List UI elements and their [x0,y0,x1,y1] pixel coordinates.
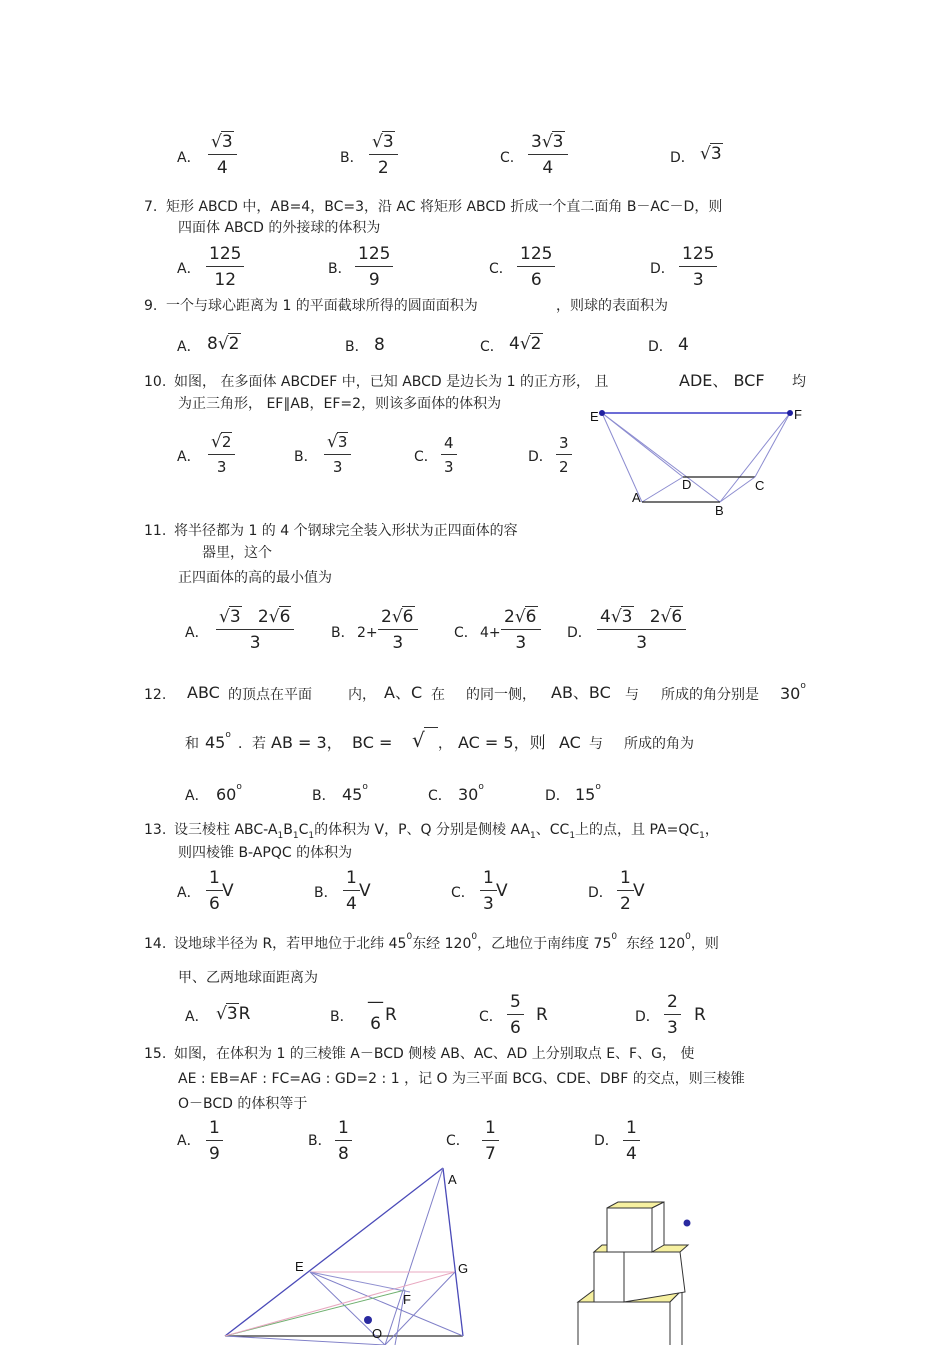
q12-radical-icon: √ [412,730,438,750]
q14-option-d-fraction: 2 3 [664,994,681,1037]
q10-label-d: D [682,477,692,492]
q12-option-c-value: 30$^o$ [458,782,484,804]
q10-label-b: B [715,503,724,518]
q12-text-l2c: ．若 [238,736,266,752]
q7-option-a-fraction: 125 12 [206,246,244,289]
q9-option-c-label: C． [480,339,504,355]
q6-option-a-label: A． [177,150,201,166]
q7-option-d-fraction: 125 3 [679,246,717,289]
q14-text-line2: 甲、乙两地球面距离为 [178,970,318,986]
q15-label-f: F [403,1292,411,1307]
q12-option-b-label: B． [312,788,336,804]
q9-option-b-value: 8 [374,335,385,355]
q10-text-line1b: ADE、 BCF [679,371,765,390]
q10-text-line2: 为正三角形， EF∥AB，EF=2，则该多面体的体积为 [178,396,502,412]
q9-number: 9. [144,298,158,314]
q10-option-c-label: C． [414,449,438,465]
q15-option-a-fraction: 1 9 [206,1120,223,1163]
q12-text-ac2: AC [559,733,581,752]
q13-text-line1: 设三棱柱 ABC-$A_1B_1C_1$的体积为 V，P、Q 分别是侧棱 $AA_1$、$CC_1$上的点，且 $PA=QC_1$， [174,822,719,841]
q12-text-l2j: 所成的角为 [624,736,694,752]
q11-option-b-fraction: 2√6 3 [378,609,418,652]
q12-option-c-label: C． [428,788,452,804]
q15-option-d-label: D． [594,1133,619,1149]
q10-option-b-label: B． [294,449,318,465]
q6-option-b-label: B． [340,150,364,166]
q12-option-d-label: D． [545,788,570,804]
q10-text-line1c: 均 [792,374,806,390]
q15-text-line3: O－BCD 的体积等于 [178,1096,308,1112]
q12-text-bc: BC = [352,733,393,752]
q12-text-30deg: 30$^o$ [780,681,806,703]
q6-option-c-label: C. [500,150,515,166]
q6-option-c-fraction: 3√3 4 [528,134,568,177]
q14-option-c-fraction: 5 6 [507,994,524,1037]
q13-option-a-fraction: 1 6 [206,870,223,913]
q10-option-d-label: D． [528,449,553,465]
q15-option-c-label: C． [446,1133,470,1149]
q9-text-line1b: ，则球的表面积为 [556,298,668,314]
q12-text-l2a: 和 [185,736,199,752]
q13-option-a-suffix: V [222,881,234,901]
q14-number: 14. [144,936,167,952]
q10-option-a-label: A． [177,449,201,465]
q12-text-p3: 内， [348,687,376,703]
q15-text-line2: AE : EB=AF : FC=AG : GD=2 : 1 ，记 O 为三平面 BCG、CDE、DBF 的交点，则三棱锥 [178,1071,745,1087]
q11-option-d-label: D． [567,625,592,641]
q10-option-c-fraction: 4 3 [441,436,457,475]
q10-label-f: F [794,407,802,422]
q10-option-b-fraction: √3 3 [324,434,351,475]
q13-option-d-suffix: V [633,881,645,901]
q14-option-d-label: D． [635,1009,660,1025]
q10-point-f [787,410,793,416]
q15-pyramid-figure [215,1160,485,1345]
cubes-point-icon [684,1220,691,1227]
q12-text-p9: 所成的角分别是 [661,687,759,703]
q6-option-d-label: D． [670,150,695,166]
q14-option-b-suffix: R [385,1005,397,1025]
q14-option-b-label: B． [330,1009,354,1025]
q15-point-o [364,1316,372,1324]
q15-option-c-fraction: 1 7 [482,1120,499,1163]
q7-number: 7. [144,199,158,215]
q14-option-a-value: √3R [216,1004,251,1024]
q13-option-b-label: B． [314,885,338,901]
q7-option-c-label: C． [489,261,513,277]
q13-option-c-label: C． [451,885,475,901]
q10-label-e: E [590,409,599,424]
q12-option-a-value: 60$^o$ [216,782,242,804]
stacked-cubes-figure [570,1200,710,1345]
q12-text-ab3: AB = 3， [271,733,343,752]
q11-option-b-prefix: 2+ [357,625,378,641]
q10-label-c: C [755,478,765,493]
q12-text-ac5: AC = 5，则 [458,733,546,752]
q7-option-d-label: D． [650,261,675,277]
q13-option-c-fraction: 1 3 [480,870,497,913]
q15-label-a: A [448,1172,457,1187]
q7-option-b-fraction: 125 9 [355,246,393,289]
q10-text-line1: 如图， 在多面体 ABCDEF 中，已知 ABCD 是边长为 1 的正方形， 且 [174,374,609,390]
q12-option-a-label: A． [185,788,209,804]
q11-text-line1: 将半径都为 1 的 4 个钢球完全装入形状为正四面体的容 [174,523,518,539]
q9-text-line1: 一个与球心距离为 1 的平面截球所得的圆面面积为 [166,298,478,314]
q13-option-d-label: D． [588,885,613,901]
q11-text-line2: 器里，这个 [202,545,272,561]
q11-option-b-label: B． [331,625,355,641]
q15-label-g: G [458,1261,469,1276]
q15-label-o: O [372,1326,383,1341]
q9-option-d-label: D． [648,339,673,355]
q10-option-d-fraction: 3 2 [556,436,572,475]
q13-text-line2: 则四棱锥 B-APQC 的体积为 [178,845,353,861]
q12-text-45deg: 45$^o$ [205,730,231,752]
q12-option-b-value: 45$^o$ [342,782,368,804]
q15-text-line1: 如图，在体积为 1 的三棱锥 A－BCD 侧棱 AB、AC、AD 上分别取点 E、F、G， 使 [174,1046,695,1062]
q14-option-c-label: C． [479,1009,503,1025]
q15-option-a-label: A． [177,1133,201,1149]
q13-option-d-fraction: 1 2 [617,870,634,913]
q13-number: 13. [144,822,167,838]
q9-option-a-value: 8√2 [207,334,240,354]
q7-text-line2: 四面体 ABCD 的外接球的体积为 [178,220,381,236]
q10-point-e [599,410,605,416]
q11-option-c-label: C． [454,625,478,641]
q15-label-e: E [295,1259,304,1274]
q14-option-b-fraction: — 6 [367,992,384,1034]
q10-polyhedron-figure [580,400,810,520]
q10-option-a-fraction: √2 3 [208,434,235,475]
q7-option-a-label: A． [177,261,201,277]
q10-number: 10. [144,374,167,390]
q12-number: 12. [144,687,167,703]
q7-option-c-fraction: 125 6 [517,246,555,289]
q6-option-d-value: √3 [700,144,722,164]
q11-option-c-fraction: 2√6 3 [501,609,541,652]
q11-number: 11. [144,523,167,539]
q9-option-a-label: A． [177,339,201,355]
q13-option-b-suffix: V [359,881,371,901]
q12-text-ab-bc: AB、BC [551,683,611,702]
q15-option-d-fraction: 1 4 [623,1120,640,1163]
q12-option-d-value: 15$^o$ [575,782,601,804]
q15-option-b-label: B． [308,1133,332,1149]
q10-label-a: A [632,490,641,505]
q7-option-b-label: B． [328,261,352,277]
q14-option-d-suffix: R [694,1005,706,1025]
q13-option-c-suffix: V [496,881,508,901]
q12-text-abc: ABC [187,683,220,702]
q11-text-line3: 正四面体的高的最小值为 [178,570,332,586]
q9-option-b-label: B． [345,339,369,355]
q14-text-line1: 设地球半径为 R，若甲地位于北纬 $45^0$东经 $120^0$，乙地位于南纬度 $75^0$ 东经 $120^0$，则 [174,932,719,952]
q12-text-l2f: ， [438,736,452,752]
q15-option-b-fraction: 1 8 [335,1120,352,1163]
q14-option-a-label: A． [185,1009,209,1025]
q6-option-a-fraction: √3 4 [208,134,237,177]
q15-number: 15. [144,1046,167,1062]
q11-option-d-fraction: 4√3 2√6 3 [597,609,686,652]
q7-text-line1: 矩形 ABCD 中，AB=4，BC=3，沿 AC 将矩形 ABCD 折成一个直二面角 B－AC－D，则 [166,199,723,215]
q9-option-d-value: 4 [678,335,689,355]
q6-option-b-fraction: √3 2 [369,134,398,177]
q13-option-a-label: A． [177,885,201,901]
q14-option-c-suffix: R [536,1005,548,1025]
q12-text-l2i: 与 [589,736,603,752]
q12-text-p8: 与 [625,687,639,703]
q11-option-c-prefix: 4+ [480,625,501,641]
q12-text-p2: 的顶点在平面 [228,687,312,703]
q11-option-a-label: A． [185,625,209,641]
q12-text-ac: A、C [384,683,423,702]
q11-option-a-fraction: √3 2√6 3 [216,609,294,652]
q9-option-c-value: 4√2 [509,334,542,354]
q13-option-b-fraction: 1 4 [343,870,360,913]
q12-text-p5: 在 [431,687,445,703]
q12-text-p6: 的同一侧， [466,687,536,703]
